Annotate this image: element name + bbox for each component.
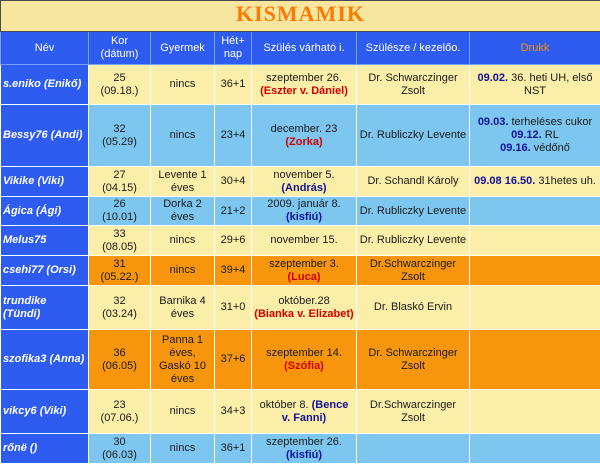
table-title: [1, 1, 600, 32]
age-cell: [89, 256, 151, 286]
table-row: [1, 226, 600, 256]
age-date: (06.03): [102, 448, 137, 461]
header-szules: Szülés várható i.: [252, 32, 357, 65]
due-cell: [252, 226, 357, 256]
doctor-cell: Dr. Rubliczky Levente: [357, 105, 470, 167]
header-szulesze: Szülésze / kezelőo.: [357, 32, 470, 65]
child-cell: nincs: [151, 105, 215, 167]
week-cell: 21+2: [215, 197, 252, 226]
drukk-cell: [470, 390, 600, 434]
due-extra: (kisfiú): [285, 448, 323, 461]
header-kor: [89, 32, 151, 65]
doctor-cell: Dr. Rubliczky Levente: [357, 226, 470, 256]
age-date: (03.24): [102, 307, 137, 320]
week-cell: 36+1: [215, 434, 252, 464]
drukk-text: 31hetes uh.: [538, 175, 596, 187]
age-value: 23: [113, 398, 126, 411]
drukk-date: 09.16.: [500, 142, 531, 154]
child-cell: nincs: [151, 226, 215, 256]
due-cell: [252, 65, 357, 105]
due-cell: [252, 256, 357, 286]
table-row: [1, 65, 600, 105]
due-date: október 8.: [259, 398, 309, 411]
child-cell: Levente 1 éves: [151, 167, 215, 197]
name-cell: rőnë (): [1, 434, 89, 464]
age-cell: [89, 65, 151, 105]
due-date: szeptember 3.: [269, 257, 339, 270]
table-row: [1, 197, 600, 226]
table-row: [1, 256, 600, 286]
name-cell: Vikike (Viki): [1, 167, 89, 197]
week-cell: 39+4: [215, 256, 252, 286]
child-cell: nincs: [151, 434, 215, 464]
due-extra: (Luca): [287, 270, 321, 283]
due-date: november 5.: [273, 168, 335, 181]
age-value: 30: [113, 435, 126, 448]
drukk-cell: [470, 105, 600, 167]
drukk-cell: [470, 256, 600, 286]
age-value: 27: [113, 168, 126, 181]
name-cell: csehi77 (Orsi): [1, 256, 89, 286]
week-cell: 29+6: [215, 226, 252, 256]
doctor-cell: Dr. Schandl Károly: [357, 167, 470, 197]
due-date: 2009. január 8.: [267, 198, 341, 210]
age-cell: [89, 286, 151, 330]
week-cell: 37+6: [215, 330, 252, 390]
week-cell: 30+4: [215, 167, 252, 197]
drukk-cell: [470, 226, 600, 256]
name-cell: Melus75: [1, 226, 89, 256]
age-date: (05.22.): [100, 270, 139, 283]
due-extra: (Zorka): [285, 135, 323, 148]
due-date: október.28: [278, 294, 330, 307]
drukk-date: 09.12.: [511, 129, 542, 141]
due-extra: (András): [281, 181, 327, 194]
name-cell: trundike (Tündi): [1, 286, 89, 330]
child-cell: Dorka 2 éves: [151, 197, 215, 226]
age-cell: [89, 105, 151, 167]
due-extra: (Szófia): [284, 359, 324, 372]
drukk-cell: [470, 434, 600, 464]
child-cell: nincs: [151, 256, 215, 286]
due-cell: [252, 390, 357, 434]
age-date: (08.05): [102, 240, 137, 253]
age-value: 32: [113, 122, 126, 135]
age-value: 32: [113, 294, 126, 307]
doctor-cell: Dr. Blaskó Ervin: [357, 286, 470, 330]
due-date: december. 23: [270, 122, 338, 135]
week-cell: 36+1: [215, 65, 252, 105]
age-cell: [89, 330, 151, 390]
age-value: 25: [113, 71, 126, 84]
due-extra: (Bence v. Fanni): [281, 398, 349, 424]
due-extra: (Bianka v. Elizabet): [254, 307, 354, 320]
due-cell: [252, 434, 357, 464]
due-cell: [252, 105, 357, 167]
age-date: (05.29): [102, 135, 137, 148]
table-row: [1, 390, 600, 434]
due-extra: (kisfiú): [285, 211, 323, 223]
drukk-date: 09.03.: [477, 116, 509, 128]
header-drukk: Drukk: [470, 32, 600, 65]
due-cell: [252, 197, 357, 226]
due-cell: [252, 286, 357, 330]
doctor-cell: Dr. Schwarczinger Zsolt: [357, 330, 470, 390]
age-cell: [89, 167, 151, 197]
header-kor-line2: (dátum): [100, 48, 139, 60]
header-nev: Név: [1, 32, 89, 65]
age-date: (10.01): [102, 211, 137, 223]
week-cell: 34+3: [215, 390, 252, 434]
age-date: (06.05): [102, 359, 137, 372]
age-value: 33: [113, 227, 126, 240]
name-cell: s.eniko (Enikő): [1, 65, 89, 105]
due-date: szeptember 14.: [266, 346, 342, 359]
name-cell: Bessy76 (Andi): [1, 105, 89, 167]
drukk-cell: [470, 167, 600, 197]
drukk-date: 09.02.: [477, 71, 509, 84]
drukk-text: RL: [544, 129, 559, 141]
drukk-text: 36. heti UH, első NST: [511, 71, 593, 97]
table-row: [1, 167, 600, 197]
week-cell: 31+0: [215, 286, 252, 330]
header-gyermek: Gyermek: [151, 32, 215, 65]
doctor-cell: [357, 434, 470, 464]
header-het: [215, 32, 252, 65]
table-row: [1, 286, 600, 330]
header-het-line2: nap: [223, 48, 243, 60]
table-row: [1, 434, 600, 464]
doctor-cell: Dr.Schwarczinger Zsolt: [357, 256, 470, 286]
header-kor-line1: Kor: [110, 35, 129, 47]
age-date: (07.06.): [100, 411, 139, 424]
child-cell: Barnika 4 éves: [151, 286, 215, 330]
table-row: [1, 105, 600, 167]
drukk-cell: [470, 330, 600, 390]
age-cell: [89, 197, 151, 226]
doctor-cell: Dr. Rubliczky Levente: [357, 197, 470, 226]
child-cell: Panna 1 éves, Gaskó 10 éves: [151, 330, 215, 390]
drukk-cell: [470, 286, 600, 330]
name-cell: vikcy6 (Viki): [1, 390, 89, 434]
child-cell: nincs: [151, 390, 215, 434]
title-text: KISMAMIK: [236, 1, 365, 26]
age-value: 36: [113, 346, 126, 359]
due-cell: [252, 330, 357, 390]
age-value: 26: [113, 198, 126, 210]
age-value: 31: [113, 257, 126, 270]
due-date: szeptember 26.: [266, 71, 342, 84]
name-cell: szofika3 (Anna): [1, 330, 89, 390]
age-cell: [89, 434, 151, 464]
age-date: (09.18.): [100, 84, 139, 97]
drukk-text: terheléses cukor: [511, 116, 593, 128]
due-cell: [252, 167, 357, 197]
header-het-line1: Hét+: [221, 35, 245, 47]
due-extra: (Eszter v. Dániel): [260, 84, 348, 97]
name-cell: Ágica (Ági): [1, 197, 89, 226]
age-date: (04.15): [102, 181, 137, 194]
drukk-text: védőnő: [533, 142, 570, 154]
due-date: november 15.: [270, 234, 338, 246]
table-row: [1, 330, 600, 390]
doctor-cell: Dr. Schwarczinger Zsolt: [357, 65, 470, 105]
doctor-cell: Dr.Schwarczinger Zsolt: [357, 390, 470, 434]
due-date: szeptember 26.: [266, 435, 342, 448]
age-cell: [89, 390, 151, 434]
child-cell: nincs: [151, 65, 215, 105]
drukk-cell: [470, 65, 600, 105]
drukk-cell: [470, 197, 600, 226]
drukk-date: 09.08 16.50.: [474, 175, 536, 187]
age-cell: [89, 226, 151, 256]
week-cell: 23+4: [215, 105, 252, 167]
